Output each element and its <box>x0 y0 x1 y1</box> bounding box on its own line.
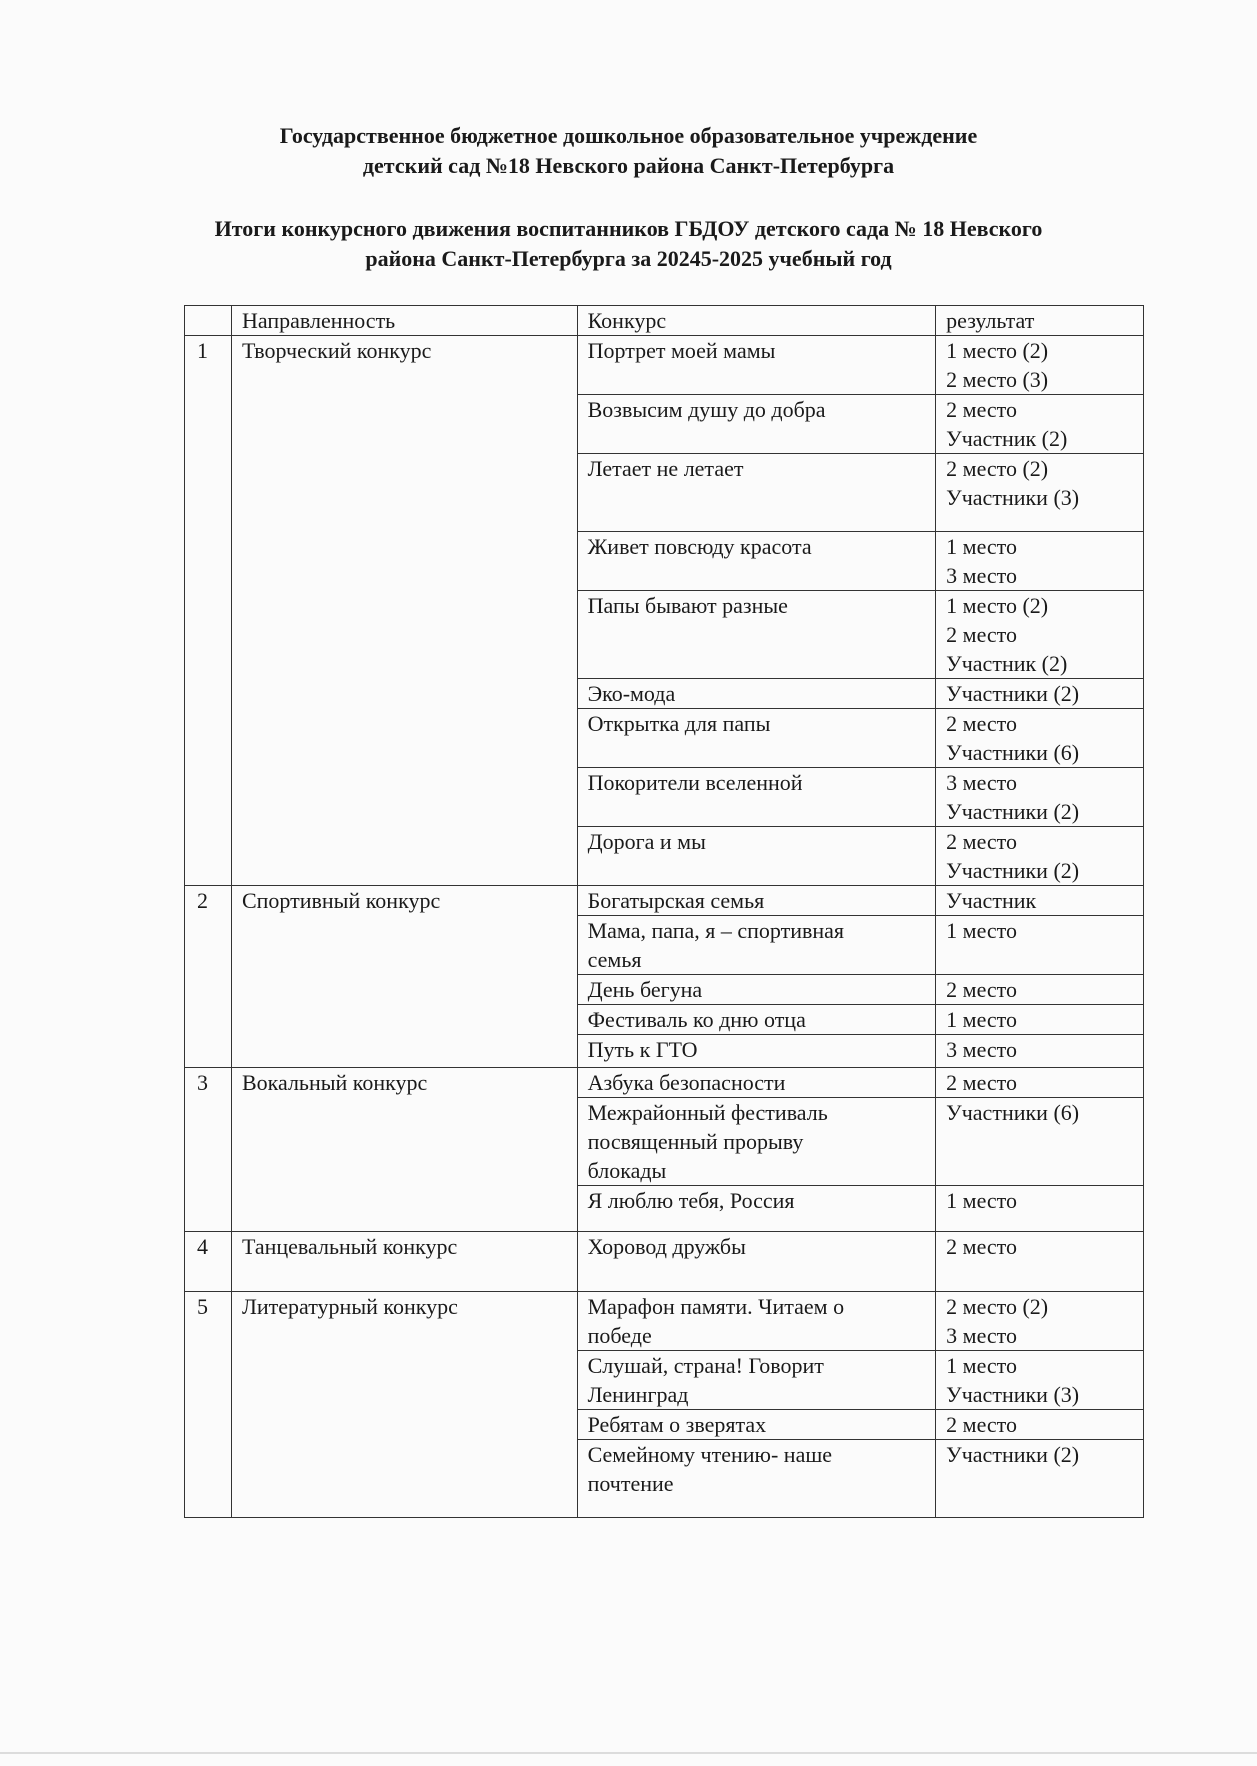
result-line: 3 место <box>946 1037 1017 1062</box>
contest-name-line: Путь к ГТО <box>587 1037 698 1062</box>
contest-cell <box>577 679 936 709</box>
contest-name-line: Открытка для папы <box>587 711 771 736</box>
contest-name-line: Мама, папа, я – спортивная <box>587 918 845 943</box>
header-direction: Направленность <box>231 306 577 336</box>
contest-name-line: Ленинград <box>587 1382 689 1407</box>
result-cell <box>936 591 1144 679</box>
group-direction: Вокальный конкурс <box>231 1068 577 1232</box>
contest-cell <box>577 1410 936 1440</box>
contest-cell <box>577 709 936 768</box>
result-cell <box>936 395 1144 454</box>
contest-cell <box>577 1005 936 1035</box>
contest-cell <box>577 1440 936 1518</box>
result-line: 2 место (2) <box>946 456 1049 481</box>
result-cell <box>936 1351 1144 1410</box>
contest-name-line: Фестиваль ко дню отца <box>587 1007 806 1032</box>
table-header-row <box>185 306 1144 336</box>
contest-name-line: Межрайонный фестиваль <box>587 1100 828 1125</box>
result-line: Участники (2) <box>946 681 1080 706</box>
result-line: 3 место <box>946 770 1017 795</box>
header-contest: Конкурс <box>577 306 936 336</box>
result-cell <box>936 768 1144 827</box>
contest-cell <box>577 1068 936 1098</box>
contest-name-line: День бегуна <box>587 977 703 1002</box>
result-cell <box>936 1410 1144 1440</box>
group-direction: Литературный конкурс <box>231 1292 577 1518</box>
result-line: Участники (3) <box>946 485 1080 510</box>
group-number: 1 <box>185 336 232 886</box>
result-cell <box>936 1005 1144 1035</box>
contest-name-line: Покорители вселенной <box>587 770 803 795</box>
result-line: Участники (3) <box>946 1382 1080 1407</box>
contest-name-line: семья <box>587 947 642 972</box>
contest-name-line: Богатырская семья <box>587 888 765 913</box>
result-cell <box>936 532 1144 591</box>
result-line: 2 место <box>946 1412 1017 1437</box>
contest-cell <box>577 1035 936 1068</box>
contest-name-line: блокады <box>587 1158 667 1183</box>
result-line: 1 место <box>946 1188 1017 1213</box>
group-number: 5 <box>185 1292 232 1518</box>
table-row <box>185 336 1144 395</box>
contest-name-line: Слушай, страна! Говорит <box>587 1353 824 1378</box>
result-cell <box>936 916 1144 975</box>
result-cell <box>936 454 1144 532</box>
table-row <box>185 1068 1144 1098</box>
result-cell <box>936 975 1144 1005</box>
contest-name-line: посвященный прорыву <box>587 1129 804 1154</box>
result-line: 3 место <box>946 563 1017 588</box>
organization-name <box>0 121 1257 181</box>
result-line: 2 место <box>946 622 1017 647</box>
scan-edge-line <box>0 1752 1257 1754</box>
group-number: 2 <box>185 886 232 1068</box>
result-line: 2 место <box>946 711 1017 736</box>
contest-name-line: Летает не летает <box>587 456 744 481</box>
org-name-line-1: Государственное бюджетное дошкольное образовательное учреждение <box>279 123 978 148</box>
contest-cell <box>577 591 936 679</box>
result-cell <box>936 1440 1144 1518</box>
contest-cell <box>577 1351 936 1410</box>
result-line: 2 место <box>946 1070 1017 1095</box>
group-direction: Танцевальный конкурс <box>231 1232 577 1292</box>
result-cell <box>936 1292 1144 1351</box>
result-line: 1 место (2) <box>946 338 1049 363</box>
contest-name-line: Эко-мода <box>587 681 676 706</box>
group-direction: Творческий конкурс <box>231 336 577 886</box>
result-line: Участники (2) <box>946 799 1080 824</box>
result-line: 2 место (2) <box>946 1294 1049 1319</box>
result-line: 1 место <box>946 918 1017 943</box>
contest-name-line: почтение <box>587 1471 674 1496</box>
group-number: 4 <box>185 1232 232 1292</box>
result-line: 1 место (2) <box>946 593 1049 618</box>
result-cell <box>936 1186 1144 1232</box>
contest-cell <box>577 336 936 395</box>
result-cell <box>936 1098 1144 1186</box>
result-line: Участники (6) <box>946 740 1080 765</box>
result-line: Участник <box>946 888 1037 913</box>
result-cell <box>936 886 1144 916</box>
header-num <box>185 306 232 336</box>
result-line: 1 место <box>946 1353 1017 1378</box>
result-line: Участник (2) <box>946 651 1068 676</box>
contest-name-line: Портрет моей мамы <box>587 338 776 363</box>
contest-name-line: Возвысим душу до добра <box>587 397 826 422</box>
contest-name-line: победе <box>587 1323 652 1348</box>
title-line-2: района Санкт-Петербурга за 20245-2025 учебный год <box>365 246 892 271</box>
contest-name-line: Дорога и мы <box>587 829 706 854</box>
contest-name-line: Азбука безопасности <box>587 1070 786 1095</box>
document-title <box>0 214 1257 274</box>
result-line: 2 место (3) <box>946 367 1049 392</box>
result-line: 1 место <box>946 534 1017 559</box>
result-line: 3 место <box>946 1323 1017 1348</box>
result-cell <box>936 1035 1144 1068</box>
result-cell <box>936 336 1144 395</box>
table-row <box>185 1232 1144 1292</box>
results-table <box>184 305 1144 1518</box>
result-line: 2 место <box>946 977 1017 1002</box>
result-cell <box>936 1232 1144 1292</box>
contest-name-line: Я люблю тебя, Россия <box>587 1188 795 1213</box>
group-number: 3 <box>185 1068 232 1232</box>
title-line-1: Итоги конкурсного движения воспитанников ГБДОУ детского сада № 18 Невского <box>214 216 1043 241</box>
table-body <box>185 336 1144 1518</box>
result-cell <box>936 709 1144 768</box>
contest-name-line: Семейному чтению- наше <box>587 1442 833 1467</box>
contest-name-line: Живет повсюду красота <box>587 534 812 559</box>
contest-cell <box>577 1098 936 1186</box>
contest-cell <box>577 1232 936 1292</box>
contest-cell <box>577 395 936 454</box>
table-row <box>185 886 1144 916</box>
result-line: Участники (6) <box>946 1100 1080 1125</box>
contest-cell <box>577 532 936 591</box>
contest-cell <box>577 1186 936 1232</box>
contest-name-line: Хоровод дружбы <box>587 1234 746 1259</box>
result-line: 2 место <box>946 829 1017 854</box>
result-line: Участники (2) <box>946 1442 1080 1467</box>
contest-cell <box>577 916 936 975</box>
group-direction: Спортивный конкурс <box>231 886 577 1068</box>
contest-name-line: Марафон памяти. Читаем о <box>587 1294 845 1319</box>
result-cell <box>936 679 1144 709</box>
contest-cell <box>577 768 936 827</box>
contest-cell <box>577 975 936 1005</box>
org-name-line-2: детский сад №18 Невского района Санкт-Петербурга <box>362 153 895 178</box>
result-line: Участники (2) <box>946 858 1080 883</box>
header-result: результат <box>936 306 1144 336</box>
result-cell <box>936 1068 1144 1098</box>
result-line: 1 место <box>946 1007 1017 1032</box>
contest-name-line: Ребятам о зверятах <box>587 1412 767 1437</box>
result-line: 2 место <box>946 397 1017 422</box>
result-line: 2 место <box>946 1234 1017 1259</box>
contest-cell <box>577 1292 936 1351</box>
table-row <box>185 1292 1144 1351</box>
result-line: Участник (2) <box>946 426 1068 451</box>
contest-cell <box>577 886 936 916</box>
contest-cell <box>577 454 936 532</box>
contest-cell <box>577 827 936 886</box>
result-cell <box>936 827 1144 886</box>
contest-name-line: Папы бывают разные <box>587 593 788 618</box>
